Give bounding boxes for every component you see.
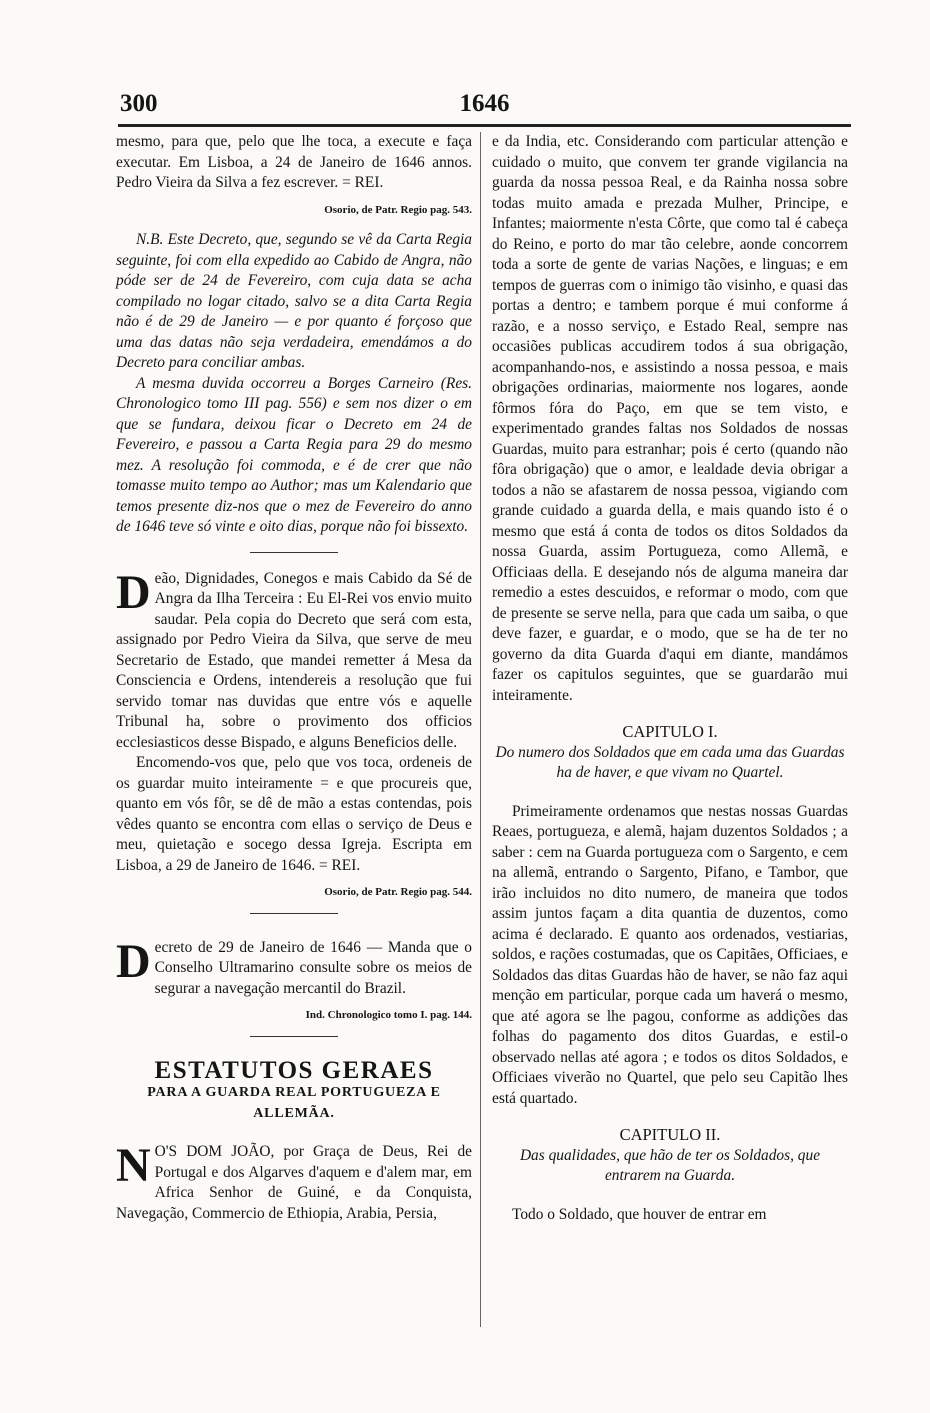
statutes-subtitle: PARA A GUARDA REAL PORTUGUEZA E ALLEMÃA.: [147, 1085, 441, 1121]
section-separator: [250, 913, 338, 914]
statutes-opening-text: O'S DOM JOÃO, por Graça de Deus, Rei de Portugal e dos Algarves d'aquem e d'alem mar, em Africa Senhor de Guiné, e da Conquista, Navegação, Commercio de Ethiopia, Arabia, Persia,: [116, 1143, 472, 1222]
source-citation: Osorio, de Patr. Regio pag. 544.: [324, 886, 472, 898]
royal-letter-paragraph: [116, 565, 472, 754]
running-year: 1646: [459, 90, 510, 117]
editor-note-continued: A mesma duvida occorreu a Borges Carneiro (Res. Chronologico tomo III pag. 556) e sem nos dizer o em que se fundara, deixou ficar o Decreto em 24 de Fevereiro, e passou a Carta Regia para 29 do mesmo mez. A resolução foi commoda, e é de crer que não tomasse muito tempo ao Author; mas um Kalendario que temos presente diz-nos que o mez de Fevereiro do anno de 1646 teve só vinte e oito dias, porque não foi bissexto.: [116, 374, 472, 535]
column-divider: [480, 132, 481, 1327]
drop-cap: D: [116, 565, 151, 619]
statutes-opening-paragraph: [116, 1139, 472, 1224]
left-column: [116, 132, 472, 1224]
page-number: 300: [120, 90, 158, 117]
right-column: [492, 132, 848, 1225]
chapter-1-description: Do numero dos Soldados que em cada uma das Guardas ha de haver, e que vivam no Quartel.: [495, 743, 845, 781]
editor-note: N.B. Este Decreto, que, segundo se vê da Carta Regia seguinte, foi com ella expedido ao Cabido de Angra, não póde ser de 24 de Fevereiro, com cuja data se acha compilado no logar citado, salvo se a dita Carta Regia não é de 29 de Janeiro — e por quanto é forçoso que uma das datas não seja verdadeira, emendámos a do Decreto para conciliar ambas.: [116, 231, 472, 371]
source-citation: Ind. Chronologico tomo I. pag. 144.: [305, 1009, 472, 1021]
chapter-2-paragraph: Todo o Soldado, que houver de entrar em: [512, 1205, 767, 1223]
royal-letter-text: eão, Dignidades, Conegos e mais Cabido da Sé de Angra da Ilha Terceira : Eu El-Rei vos envio muito saudar. Pela copia do Decreto que será com esta, assignado por Pedro Vieira da Silva, que serve de meu Secretario de Estado, que mandei remetter á Mesa da Consciencia e Ordens, intendereis a resolução que fui servido tomar nas duvidas que entre vós e aquelle Tribunal ha, sobre o provimento dos officios ecclesiasticos desse Bispado, e alguns Beneficios delle.: [116, 569, 472, 751]
decree-summary-paragraph: [116, 934, 472, 1000]
page-header: [118, 90, 851, 120]
chapter-2-description: Das qualidades, que hão de ter os Soldados, que entrarem na Guarda.: [519, 1146, 821, 1184]
chapter-1-title: CAPITULO I.: [622, 722, 718, 741]
section-separator: [250, 552, 338, 553]
preamble-paragraph: e da India, etc. Considerando com particular attenção e cuidado o muito, que convem ter grande vigilancia na guarda da nossa pessoa Real, e da Rainha nossa sobre todas muito amada e prezada Mulher, Principe, e Infantes; maiormente n'esta Côrte, que como tal é cabeça do Reino, e porto do mar tão celebre, aonde concorrem toda a sorte de gente de varias Nações, e linguas; e em tempos de guerras com o inimigo tão visinho, e quasi das portas a dentro; e tambem porque é mui conforme á razão, e a nosso serviço, e Estado Real, sempre nas occasiões publicas accudirem todos á sua obrigação, acompanhando-nos, e assistindo a nossa pessoa, e mais obrigações ordinarias, maiormente nos logares, aonde fôrmos fóra do Paço, em que se tem visto, e experimentado grandes faltas nos Soldados de nossas Guardas, muito para estranhar; pois é certo (quando não fôra obrigação) que o amor, e lealdade devia obrigar a todos a não se afastarem de nossa pessoa, vigiando com grande cuidado a guarda della, e mais quando isto é o mesmo que está á conta de todos os ditos Soldados da nossa Guarda, assim Portugueza, como Allemã, e Officiaas della. E desejando nós de alguma maneira dar remedio a estes descuidos, e reformar o modo, com que de presente se serve nella, para que cada um saiba, o que deve fazer, e guardar, e o modo, que se ha de ter no governo da dita Guarda d'aqui em diante, mandámos fazer os capitulos seguintes, que se guardarão mui inteiramente.: [492, 133, 848, 704]
chapter-1-paragraph: Primeiramente ordenamos que nestas nossas Guardas Reaes, portugueza, e alemã, hajam duzentos Soldados ; a saber : cem na Guarda portugueza com o Sargento, e cem na allemã, entrando o Sargento, Pifano, e Tambor, que irão incluidos no dito numero, de maneira que todos assim juntos façam a dita quantia de duzentos, como acima é declarado. E quanto aos ordenados, vestiarias, soldos, e rações costumadas, que os Capitães, Officiaes, e Soldados das ditas Guardas hão de haver, se não faz aqui menção em particular, porque cada um haverá o mesmo, que até agora se lhe pagou, conforme as addições das folhas do pagamento dos ditos Guardas, e estil-o observado nellas até agora ; e todos os ditos Soldados, e Officiaes viverão no Quartel, que pelo seu Capitão lhes está quartado.: [492, 802, 848, 1107]
source-citation: Osorio, de Patr. Regio pag. 543.: [324, 203, 472, 216]
royal-letter-closing: Encomendo-vos que, pelo que vos toca, ordeneis de os guardar muito inteiramente = e que procureis que, quanto em vós fôr, se dê de mão a estas contendas, pois vêdes quanto se encontra com ellas o serviço de Deus e meu, quietação e socego dessa Igreja. Escripta em Lisboa, a 29 de Janeiro de 1646. = REI.: [116, 754, 472, 874]
decree-summary-text: ecreto de 29 de Janeiro de 1646 — Manda que o Conselho Ultramarino consulte sobre os meios de segurar a navegação mercantil do Brazil.: [154, 938, 472, 997]
statutes-title: ESTATUTOS GERAES: [154, 1056, 434, 1084]
decree-end-paragraph: mesmo, para que, pelo que lhe toca, a execute e faça executar. Em Lisboa, a 24 de Janeiro de 1646 annos. Pedro Vieira da Silva a fez escrever. = REI.: [116, 133, 472, 191]
drop-cap: D: [116, 934, 151, 988]
drop-cap: N: [116, 1139, 151, 1192]
chapter-2-title: CAPITULO II.: [619, 1125, 721, 1144]
section-separator: [250, 1036, 338, 1037]
header-rule: [118, 124, 851, 127]
